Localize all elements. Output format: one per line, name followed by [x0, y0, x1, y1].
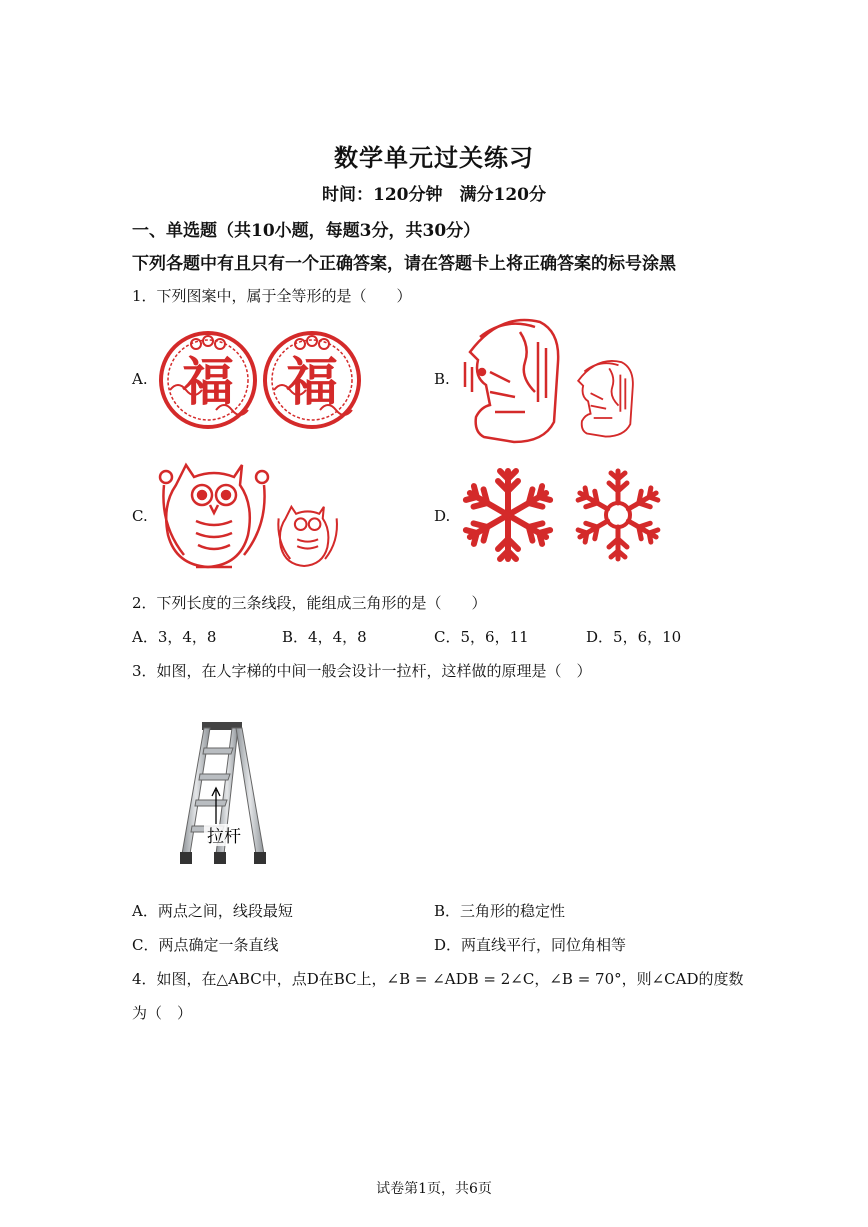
snowflake-pair-image: [460, 466, 668, 564]
opera-head-large: [465, 320, 558, 442]
owl-papercut-large: [160, 465, 268, 567]
ladder-foot: [254, 852, 266, 864]
opera-head-papercut-image: [460, 312, 645, 447]
fu-papercut-right: [265, 333, 359, 427]
fu-papercut-pair-image: [158, 330, 368, 430]
opera-head-small: [578, 361, 633, 437]
owl-papercut-small: [278, 507, 337, 566]
exam-subtitle: 时间：120分钟 满分120分: [322, 185, 546, 205]
q2-option-c: C．5，6，11: [434, 628, 529, 646]
question-3-stem: 3．如图，在人字梯的中间一般会设计一拉杆，这样做的原理是（ ）: [132, 662, 592, 680]
brace-label: 拉杆: [207, 827, 241, 847]
question-1-stem: 1．下列图案中，属于全等形的是（ ）: [132, 287, 412, 305]
snowflake-right: [575, 471, 660, 559]
q2-option-d: D．5，6，10: [586, 628, 682, 646]
question-4-stem-continued: 为（ ）: [132, 1004, 193, 1022]
q2-option-a: A．3，4，8: [132, 628, 217, 646]
ladder-foot: [180, 852, 192, 864]
owl-papercut-image: [156, 455, 346, 575]
section-heading: 一、单选题（共10小题，每题3分，共30分）: [132, 221, 481, 241]
ladder-foot: [214, 852, 226, 864]
q1-option-a-label: A.: [132, 370, 148, 388]
section-instruction: 下列各题中有且只有一个正确答案，请在答题卡上将正确答案的标号涂黑: [132, 254, 676, 274]
page-footer: 试卷第1页，共6页: [376, 1181, 492, 1197]
question-2-stem: 2．下列长度的三条线段，能组成三角形的是（ ）: [132, 594, 487, 612]
q1-option-c-label: C.: [132, 507, 148, 525]
fu-papercut-left: [161, 333, 255, 427]
snowflake-left: [465, 471, 551, 559]
fu-char-right: 福: [285, 352, 339, 413]
q1-option-d-label: D.: [434, 507, 451, 525]
q3-option-d: D．两直线平行，同位角相等: [434, 936, 627, 954]
question-4-stem: 4．如图，在△ABC中，点D在BC上，∠B = ∠ADB = 2∠C，∠B = 70°，则∠CAD的度数: [132, 970, 744, 988]
q3-option-c: C．两点确定一条直线: [132, 936, 279, 954]
q1-option-b-label: B.: [434, 370, 450, 388]
fu-char-left: 福: [181, 352, 235, 413]
q2-option-b: B．4，4，8: [282, 628, 367, 646]
q3-option-a: A．两点之间，线段最短: [132, 902, 293, 920]
page-title: 数学单元过关练习: [334, 143, 534, 172]
stepladder-image: [170, 720, 280, 870]
q3-option-b: B．三角形的稳定性: [434, 902, 566, 920]
